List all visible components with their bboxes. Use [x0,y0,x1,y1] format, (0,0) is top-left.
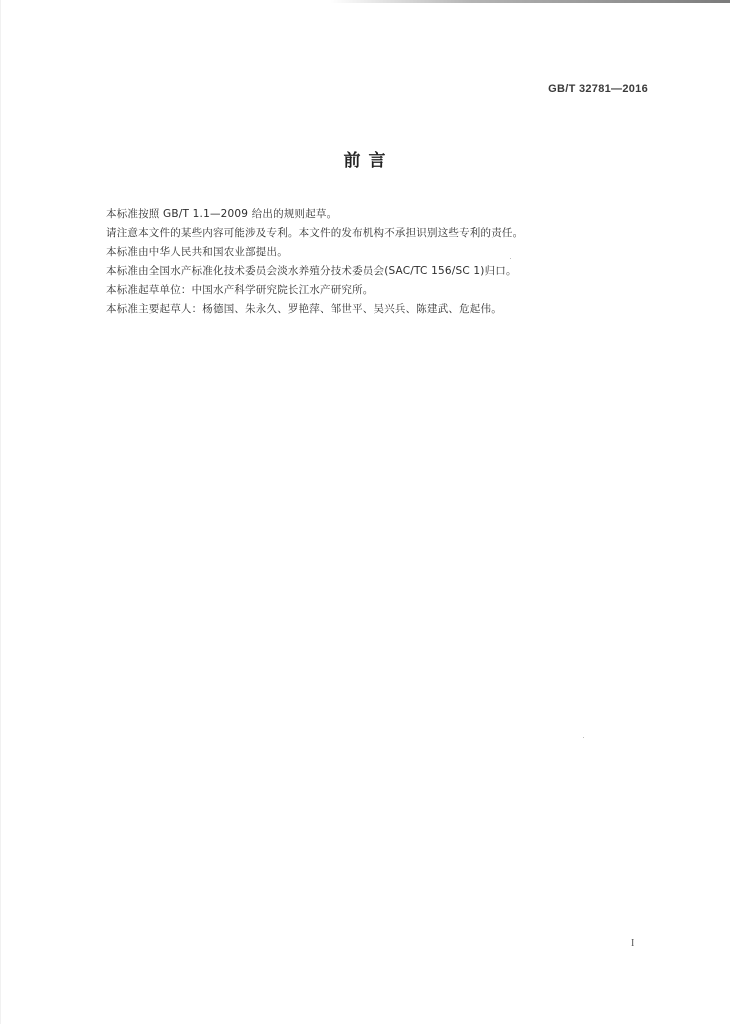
paragraph-proposer: 本标准由中华人民共和国农业部提出。 [106,246,288,258]
foreword-body [106,205,666,319]
paragraph-drafting-unit: 本标准起草单位：中国水产科学研究院长江水产研究所。 [106,284,374,296]
paragraph-drafting-rules: 本标准按照 GB/T 1.1—2009 给出的规则起草。 [106,208,338,220]
paragraph-main-drafters: 本标准主要起草人：杨德国、朱永久、罗艳萍、邹世平、吴兴兵、陈建武、危起伟。 [106,303,502,315]
scan-speck [510,258,511,259]
scan-speck [583,737,584,738]
paragraph-patent-notice: 请注意本文件的某些内容可能涉及专利。本文件的发布机构不承担识别这些专利的责任。 [106,227,524,239]
page-title: 前 言 [343,151,387,171]
standard-code-header: GB/T 32781—2016 [548,83,648,95]
paragraph-technical-committee: 本标准由全国水产标准化技术委员会淡水养殖分技术委员会(SAC/TC 156/SC 1)归口。 [106,265,517,277]
page-number: I [631,938,635,949]
scan-top-edge-shadow [330,0,730,3]
